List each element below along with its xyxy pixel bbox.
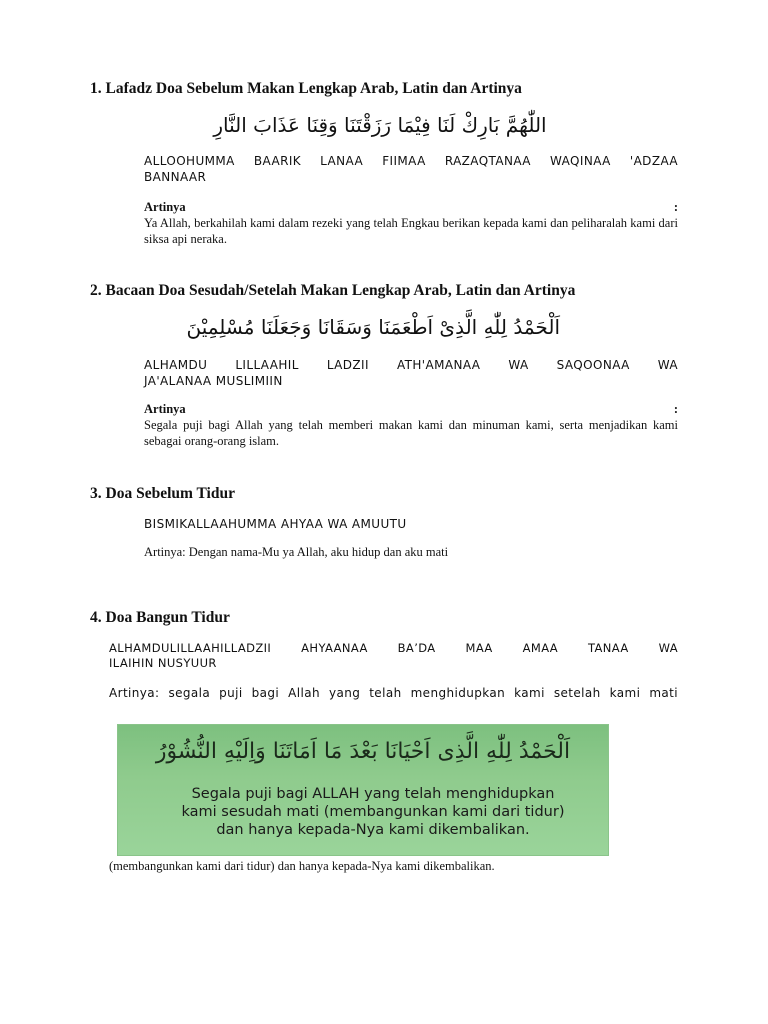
banner-line-1: Segala puji bagi ALLAH yang telah menghidupkan <box>191 786 555 802</box>
section-3-heading: 3. Doa Sebelum Tidur <box>90 485 235 502</box>
section-3-meaning: Artinya: Dengan nama-Mu ya Allah, aku hidup dan aku mati <box>144 545 449 559</box>
banner-line-2: kami sesudah mati (membangunkan kami dari tidur) <box>181 804 565 820</box>
banner-translation <box>158 785 588 839</box>
section-2-latin-line2: JA'ALANAA MUSLIMIIN <box>144 374 283 388</box>
section-4-latin-line2: ILAIHIN NUSYUUR <box>109 656 217 670</box>
section-4-meaning: Artinya: segala puji bagi Allah yang telah menghidupkan kami setelah kami mati <box>109 686 678 700</box>
section-4-heading: 4. Doa Bangun Tidur <box>90 609 230 626</box>
section-3-latin: BISMIKALLAAHUMMA AHYAA WA AMUUTU <box>144 517 407 531</box>
section-1-latin-line2: BANNAAR <box>144 170 207 184</box>
artinya-colon: : <box>673 402 678 416</box>
section-2-meaning: Segala puji bagi Allah yang telah memberi makan kami dan minuman kami, serta menjadikan kami sebagai orang-orang islam. <box>144 418 678 448</box>
section-2-arabic: اَلْحَمْدُ لِلّٰهِ الَّذِىْ اَطْعَمَنَا وَسَقَانَا وَجَعَلَنَا مُسْلِمِيْنَ <box>186 315 560 339</box>
section-4-latin-line1: ALHAMDULILLAAHILLADZII AHYAANAA BA’DA MAA AMAA TANAA WA <box>109 641 678 655</box>
artinya-label: Artinya <box>144 402 186 416</box>
artinya-label: Artinya <box>144 200 186 214</box>
section-2-artinya-row <box>144 402 678 417</box>
banner-arabic: اَلْحَمْدُ لِلّٰهِ الَّذِى اَحْيَانَا بَعْدَ مَا اَمَاتَنَا وَاِلَيْهِ النُّشُوْرُ <box>155 739 571 764</box>
section-1-latin-line1: ALLOOHUMMA BAARIK LANAA FIIMAA RAZAQTANAA WAQINAA 'ADZAA <box>144 154 678 168</box>
section-2-latin-line1: ALHAMDU LILLAAHIL LADZII ATH'AMANAA WA SAQOONAA WA <box>144 358 678 372</box>
section-1-meaning: Ya Allah, berkahilah kami dalam rezeki yang telah Engkau berikan kepada kami dan peliharalah kami dari siksa api neraka. <box>144 216 678 246</box>
section-4-caption: (membangunkan kami dari tidur) dan hanya kepada-Nya kami dikembalikan. <box>109 859 495 873</box>
section-1-heading: 1. Lafadz Doa Sebelum Makan Lengkap Arab, Latin dan Artinya <box>90 80 522 97</box>
section-1-artinya-row <box>144 200 678 215</box>
artinya-colon: : <box>673 200 678 214</box>
section-1-arabic: اللّٰهُمَّ بَارِكْ لَنَا فِيْمَا رَزَقْتَنَا وَقِنَا عَذَابَ النَّارِ <box>213 113 547 137</box>
doa-bangun-tidur-image <box>118 725 608 855</box>
banner-line-3: dan hanya kepada-Nya kami dikembalikan. <box>216 822 530 838</box>
section-2-heading: 2. Bacaan Doa Sesudah/Setelah Makan Lengkap Arab, Latin dan Artinya <box>90 282 576 299</box>
